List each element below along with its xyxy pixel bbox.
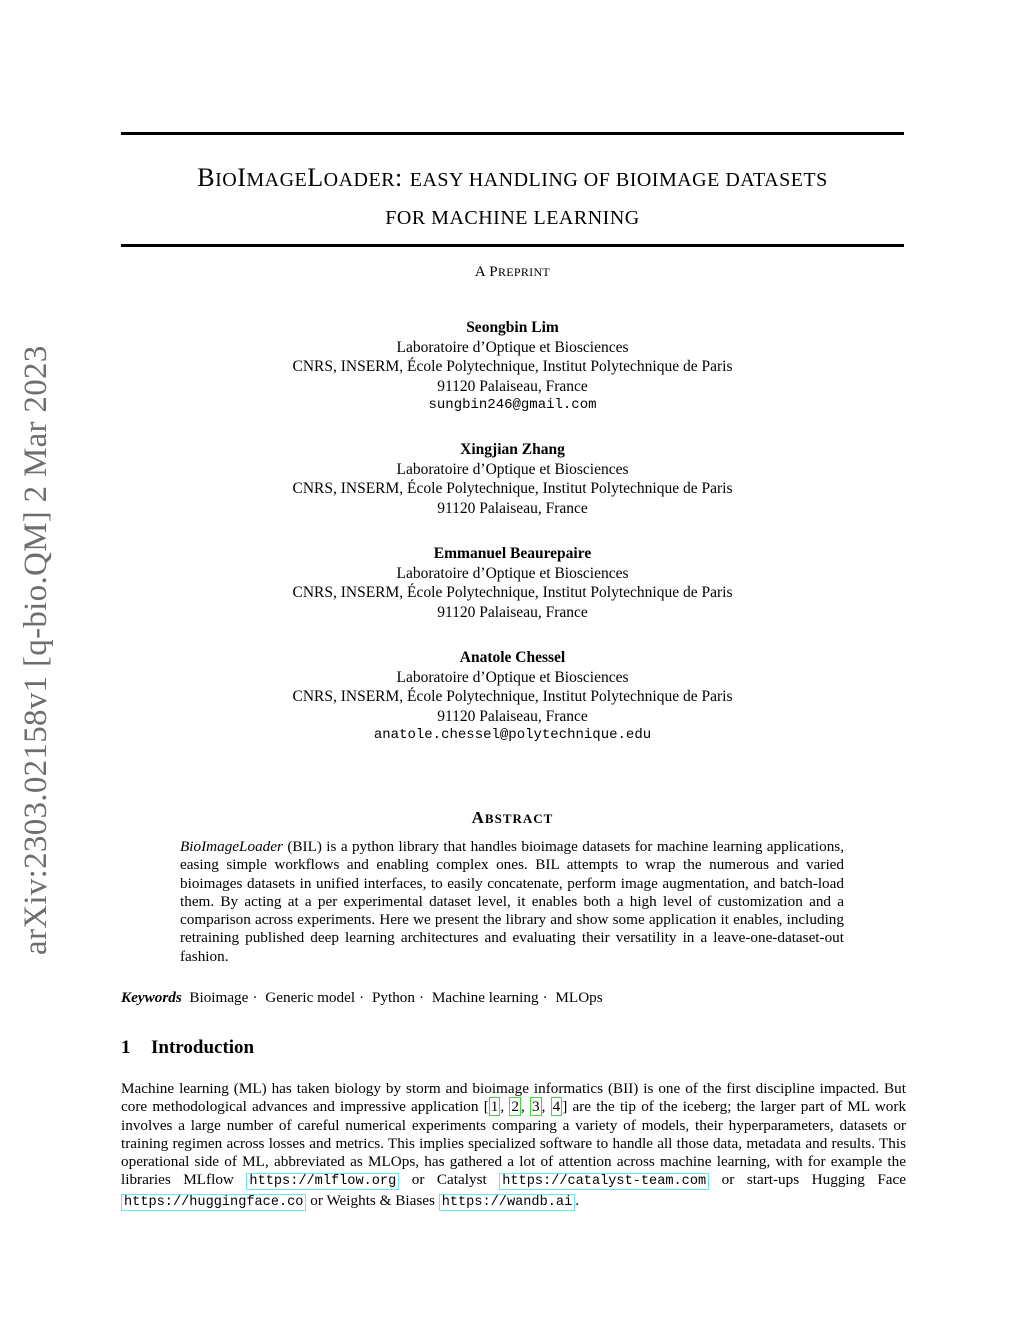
citation-link[interactable]: 3 bbox=[531, 1098, 540, 1116]
huggingface-link[interactable]: https://huggingface.co bbox=[121, 1194, 306, 1211]
author-city: 91120 Palaiseau, France bbox=[437, 707, 588, 725]
author-block bbox=[121, 648, 904, 746]
title-bottom-rule bbox=[121, 244, 904, 247]
author-email[interactable]: sungbin246@gmail.com bbox=[428, 397, 597, 413]
keywords-label: Keywords bbox=[121, 989, 182, 1006]
keyword: MLOps bbox=[555, 989, 603, 1006]
author-name: Xingjian Zhang bbox=[460, 441, 565, 458]
abstract-lead: BioImageLoader bbox=[180, 838, 283, 855]
citation-link[interactable]: 1 bbox=[490, 1098, 499, 1116]
author-lab: Laboratoire d’Optique et Biosciences bbox=[396, 460, 629, 478]
introduction-paragraph: Machine learning (ML) has taken biology by storm and bioimage informatics (BII) is one of the first discipline impacted. But core methodological advances and impressive application [ 1 , 2 , 3 , 4 ] are the tip of the iceberg; the larger part of ML work involves a large number of careful numerical experiments comparing a variety of models, their hyperparameters, datasets or training regimen across losses and metrics. This implies specialized software to handle all those data, metadata and results. This operational side of ML, abbreviated as MLOps, has gathered a lot of attention across machine learning, with for example the libraries MLflow https://mlflow.org or Catalyst https://catalyst-team.com or start-ups Hugging Face https://huggingface.co or Weights & Biases https://wandb.ai . bbox=[121, 1080, 907, 1210]
author-affiliation: CNRS, INSERM, École Polytechnique, Institut Polytechnique de Paris bbox=[292, 584, 733, 601]
author-block bbox=[121, 544, 904, 622]
author-affiliation: CNRS, INSERM, École Polytechnique, Institut Polytechnique de Paris bbox=[292, 688, 733, 705]
citation-link[interactable]: 4 bbox=[552, 1098, 561, 1116]
preprint-label: A PREPRINT bbox=[474, 264, 551, 280]
author-lab: Laboratoire d’Optique et Biosciences bbox=[396, 564, 629, 582]
section-heading: 1 Introduction bbox=[121, 1037, 255, 1058]
author-email[interactable]: anatole.chessel@polytechnique.edu bbox=[373, 727, 652, 743]
author-name: Seongbin Lim bbox=[466, 319, 559, 336]
keyword: Generic model bbox=[265, 989, 356, 1006]
author-city: 91120 Palaiseau, France bbox=[437, 377, 588, 395]
mlflow-link[interactable]: https://mlflow.org bbox=[246, 1173, 399, 1190]
author-city: 91120 Palaiseau, France bbox=[437, 499, 588, 517]
arxiv-identifier: arXiv:2303.02158v1 [q-bio.QM] 2 Mar 2023 bbox=[18, 345, 54, 955]
keyword: Python bbox=[371, 989, 415, 1006]
author-city: 91120 Palaiseau, France bbox=[437, 603, 588, 621]
keywords-line: Keywords Bioimage · Generic model · Python · Machine learning · MLOps bbox=[121, 989, 603, 1006]
author-block bbox=[121, 440, 904, 518]
author-name: Emmanuel Beaurepaire bbox=[433, 545, 592, 562]
abstract-heading: ABSTRACT bbox=[471, 808, 554, 827]
paper-title: BIOIMAGELOADER: EASY HANDLING OF BIOIMAGE DATASETS FOR MACHINE LEARNING bbox=[197, 163, 828, 229]
keyword: Machine learning bbox=[431, 989, 539, 1006]
author-lab: Laboratoire d’Optique et Biosciences bbox=[396, 338, 629, 356]
author-affiliation: CNRS, INSERM, École Polytechnique, Institut Polytechnique de Paris bbox=[292, 480, 733, 497]
keyword: Bioimage bbox=[189, 989, 249, 1006]
catalyst-link[interactable]: https://catalyst-team.com bbox=[499, 1173, 709, 1190]
citation-link[interactable]: 2 bbox=[511, 1098, 519, 1116]
author-block bbox=[121, 318, 904, 416]
author-name: Anatole Chessel bbox=[459, 649, 566, 666]
abstract-text: BioImageLoader (BIL) is a python library that handles bioimage datasets for machine learning applications, easing simple workflows and enabling complex ones. BIL attempts to wrap the numerous and varied bioimages datasets in unified interfaces, to easily concatenate, perform image augmentation, and batch-load them. By acting at a per experimental dataset level, it enables both a high level of customization and a comparison across experiments. Here we present the library and show some application it enables, including retraining published deep learning architectures and evaluating their versatility in a leave-one-dataset-out fashion. bbox=[180, 838, 844, 965]
author-affiliation: CNRS, INSERM, École Polytechnique, Institut Polytechnique de Paris bbox=[292, 358, 733, 375]
author-lab: Laboratoire d’Optique et Biosciences bbox=[396, 668, 629, 686]
title-top-rule bbox=[121, 132, 904, 135]
wandb-link[interactable]: https://wandb.ai bbox=[439, 1194, 576, 1211]
